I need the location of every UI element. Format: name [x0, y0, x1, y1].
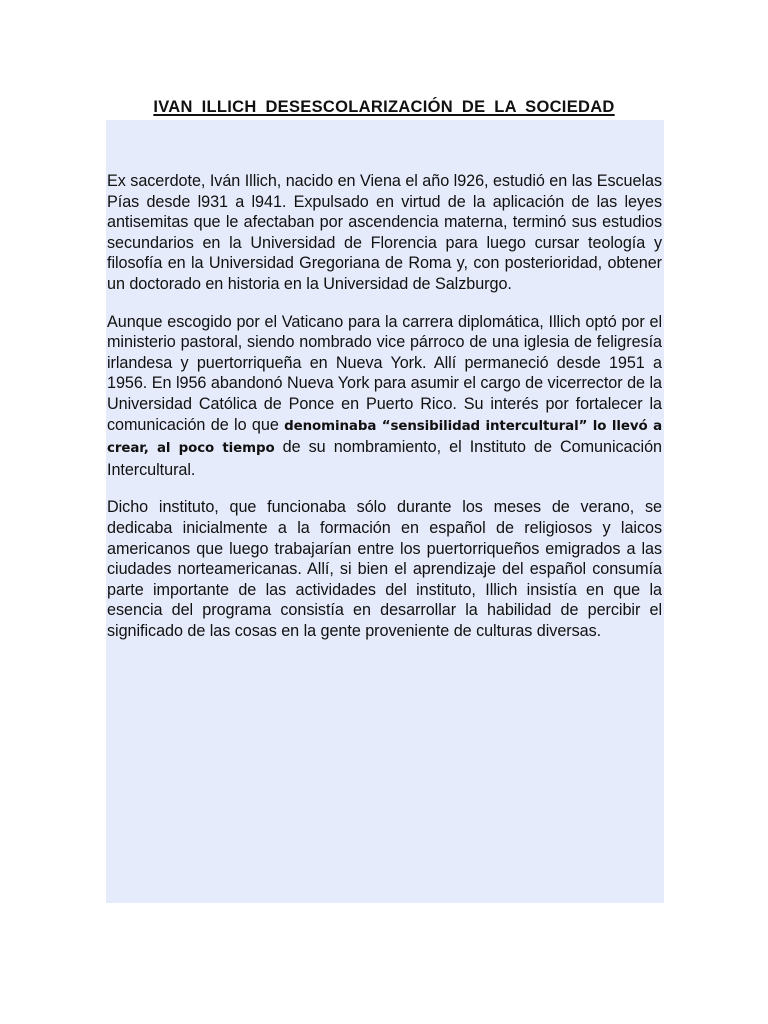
- paragraph-career-end: de su nombramiento, el Instituto de Comunicación Intercultural.: [107, 438, 662, 479]
- paragraph-career-bold: denominaba “sensibilidad intercultural” lo llevó a crear, al poco tiempo: [107, 418, 663, 457]
- paragraph-biography: Ex sacerdote, Iván Illich, nacido en Viena el año l926, estudió en las Escuelas Pías desde l931 a l941. Expulsado en virtud de la aplicación de las leyes antisemitas que le afectaban por ascendencia materna, terminó sus estudios secundarios en la Universidad de Florencia para luego cursar teología y filosofía en la Universidad Gregoriana de Roma y, con posterioridad, obtener un doctorado en historia en la Universidad de Salzburgo.: [107, 172, 662, 293]
- paragraph-institute: Dicho instituto, que funcionaba sólo durante los meses de verano, se dedicaba inicialmente a la formación en español de religiosos y laicos americanos que luego trabajarían entre los puertorriqueños emigrados a las ciudades norteamericanas. Allí, si bien el aprendizaje del español consumía parte importante de las actividades del instituto, Illich insistía en que la esencia del programa consistía en desarrollar la habilidad de percibir el significado de las cosas en la gente proveniente de culturas diversas.: [107, 498, 662, 640]
- document-title-text: IVAN ILLICH DESESCOLARIZACIÓN DE LA SOCIEDAD: [153, 98, 615, 116]
- paragraph-career-start: Aunque escogido por el Vaticano para la carrera diplomática, Illich optó por el ministerio pastoral, siendo nombrado vice párroco de una iglesia de feligresía irlandesa y puertorriqueña en Nueva York. Allí permaneció desde 1951 a 1956. En l956 abandonó Nueva York para asumir el cargo de vicerrector de la Universidad Católica de Ponce en Puerto Rico. Su interés por fortalecer la comunicación de lo que: [107, 312, 662, 434]
- paragraph-career: [107, 312, 662, 481]
- document-title: [104, 97, 664, 117]
- document-body: [107, 171, 662, 658]
